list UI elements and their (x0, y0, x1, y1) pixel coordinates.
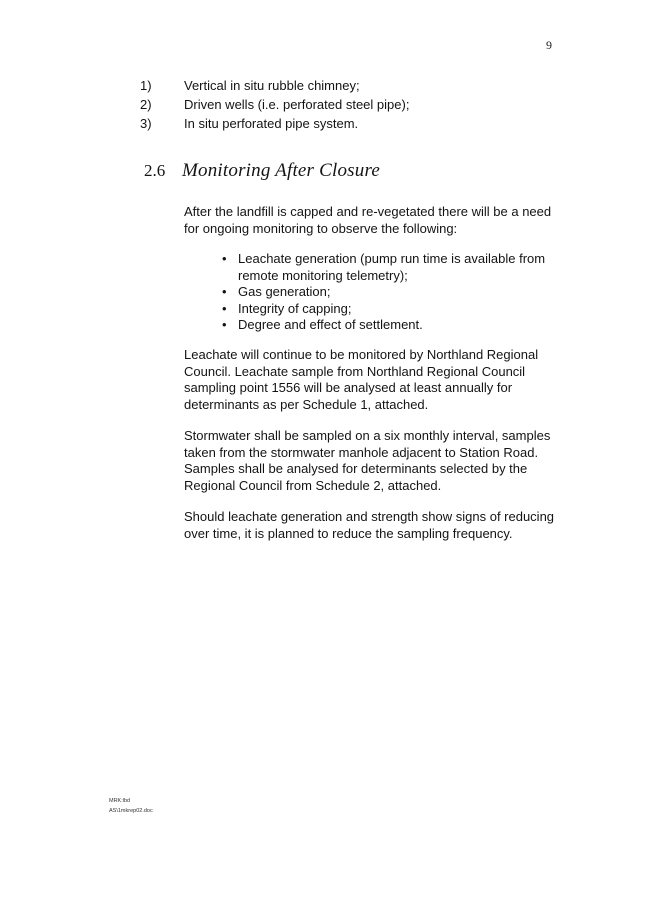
bullet-item: • Integrity of capping; (222, 301, 552, 318)
footer-file-path: AS\1mkrep02.doc (109, 808, 153, 814)
bullet-item: • Gas generation; (222, 284, 552, 301)
bullet-item: • Leachate generation (pump run time is available from remote monitoring telemetry); (222, 251, 552, 284)
document-footer (109, 796, 153, 816)
footer-initials: MRK:lbd (109, 798, 131, 804)
list-item-text: Driven wells (i.e. perforated steel pipe); (184, 97, 410, 112)
list-item-number: 3) (140, 116, 152, 131)
bullet-list (222, 251, 552, 334)
page-number: 9 (546, 38, 552, 52)
numbered-list (140, 76, 409, 133)
list-item (140, 95, 409, 114)
section-title: Monitoring After Closure (182, 160, 380, 181)
list-item-text: In situ perforated pipe system. (184, 116, 359, 131)
list-item (140, 76, 409, 95)
stormwater-paragraph: Stormwater shall be sampled on a six monthly interval, samples taken from the stormwater manhole adjacent to Station Road. Samples shall be analysed for determinants selected by the Regional Council from Schedule 2, attached. (184, 428, 551, 493)
list-item-number: 1) (140, 78, 152, 93)
list-item (140, 114, 409, 133)
list-item-text: Vertical in situ rubble chimney; (184, 78, 360, 93)
list-item-number: 2) (140, 97, 152, 112)
bullet-item: • Degree and effect of settlement. (222, 317, 552, 334)
intro-paragraph: After the landfill is capped and re-vegetated there will be a need for ongoing monitoring to observe the following: (184, 204, 552, 236)
sampling-paragraph: Should leachate generation and strength show signs of reducing over time, it is planned to reduce the sampling frequency. (184, 509, 555, 541)
section-heading (144, 160, 380, 182)
leachate-paragraph: Leachate will continue to be monitored by Northland Regional Council. Leachate sample from Northland Regional Council sampling point 1556 will be analysed at least annually for determinants as per Schedule 1, attached. (184, 347, 539, 412)
section-number: 2.6 (144, 161, 166, 180)
